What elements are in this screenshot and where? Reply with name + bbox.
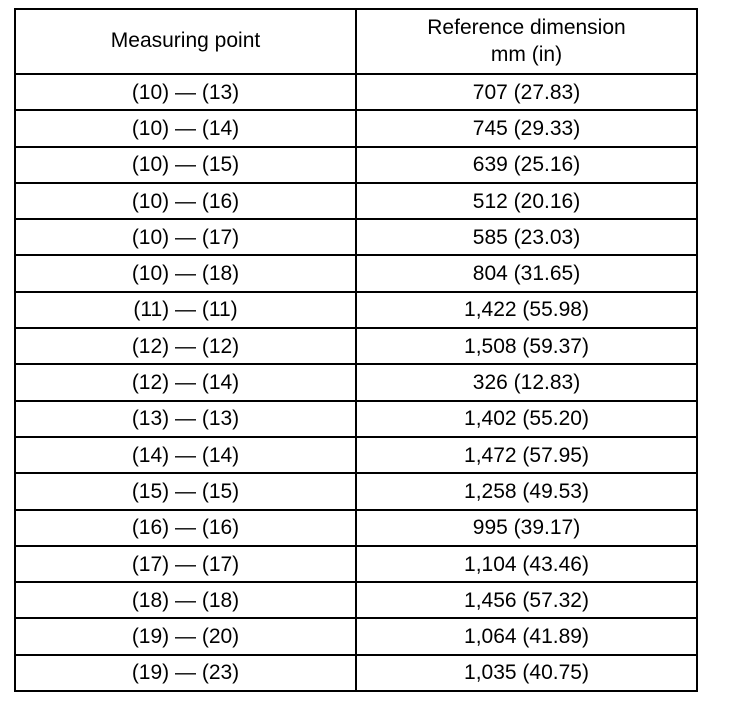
reference-dimension-cell: 1,402 (55.20) — [356, 401, 697, 437]
table-header-row — [15, 9, 697, 74]
table-row — [15, 219, 697, 255]
table-row — [15, 618, 697, 654]
reference-dimension-cell: 512 (20.16) — [356, 183, 697, 219]
table-row — [15, 183, 697, 219]
table-row — [15, 437, 697, 473]
table-row — [15, 255, 697, 291]
measuring-point-cell: (14) — (14) — [15, 437, 356, 473]
header-reference-dimension-title: Reference dimension — [427, 16, 626, 40]
reference-dimension-cell: 585 (23.03) — [356, 219, 697, 255]
table-row — [15, 401, 697, 437]
measuring-point-cell: (18) — (18) — [15, 582, 356, 618]
header-reference-dimension-unit: mm (in) — [490, 42, 563, 66]
measuring-point-cell: (10) — (17) — [15, 219, 356, 255]
header-reference-dimension — [356, 9, 697, 74]
measuring-point-cell: (11) — (11) — [15, 292, 356, 328]
table-body — [15, 74, 697, 691]
table-row — [15, 110, 697, 146]
measuring-point-cell: (10) — (16) — [15, 183, 356, 219]
reference-dimension-cell: 1,104 (43.46) — [356, 546, 697, 582]
measuring-point-cell: (19) — (23) — [15, 655, 356, 691]
reference-dimension-cell: 1,472 (57.95) — [356, 437, 697, 473]
measuring-point-cell: (10) — (15) — [15, 147, 356, 183]
measuring-point-cell: (16) — (16) — [15, 510, 356, 546]
measuring-point-cell: (10) — (13) — [15, 74, 356, 110]
reference-dimension-cell: 1,064 (41.89) — [356, 618, 697, 654]
measuring-point-cell: (10) — (18) — [15, 255, 356, 291]
reference-dimension-cell: 1,035 (40.75) — [356, 655, 697, 691]
table-row — [15, 292, 697, 328]
reference-dimension-cell: 1,422 (55.98) — [356, 292, 697, 328]
table-row — [15, 328, 697, 364]
table-row — [15, 147, 697, 183]
table-row — [15, 655, 697, 691]
table-row — [15, 546, 697, 582]
reference-dimension-cell: 1,258 (49.53) — [356, 473, 697, 509]
measuring-point-cell: (17) — (17) — [15, 546, 356, 582]
table-row — [15, 74, 697, 110]
measuring-point-cell: (12) — (14) — [15, 364, 356, 400]
header-measuring-point: Measuring point — [15, 9, 356, 74]
measuring-point-cell: (13) — (13) — [15, 401, 356, 437]
reference-dimension-cell: 1,456 (57.32) — [356, 582, 697, 618]
table-row — [15, 473, 697, 509]
reference-dimension-cell: 995 (39.17) — [356, 510, 697, 546]
measuring-point-cell: (12) — (12) — [15, 328, 356, 364]
measuring-point-cell: (10) — (14) — [15, 110, 356, 146]
reference-dimension-cell: 707 (27.83) — [356, 74, 697, 110]
measuring-point-cell: (15) — (15) — [15, 473, 356, 509]
reference-dimension-cell: 639 (25.16) — [356, 147, 697, 183]
reference-dimension-table — [14, 8, 698, 692]
reference-dimension-cell: 804 (31.65) — [356, 255, 697, 291]
reference-dimension-cell: 1,508 (59.37) — [356, 328, 697, 364]
table-row — [15, 510, 697, 546]
table-row — [15, 364, 697, 400]
reference-dimension-cell: 326 (12.83) — [356, 364, 697, 400]
measuring-point-cell: (19) — (20) — [15, 618, 356, 654]
reference-dimension-cell: 745 (29.33) — [356, 110, 697, 146]
table-row — [15, 582, 697, 618]
